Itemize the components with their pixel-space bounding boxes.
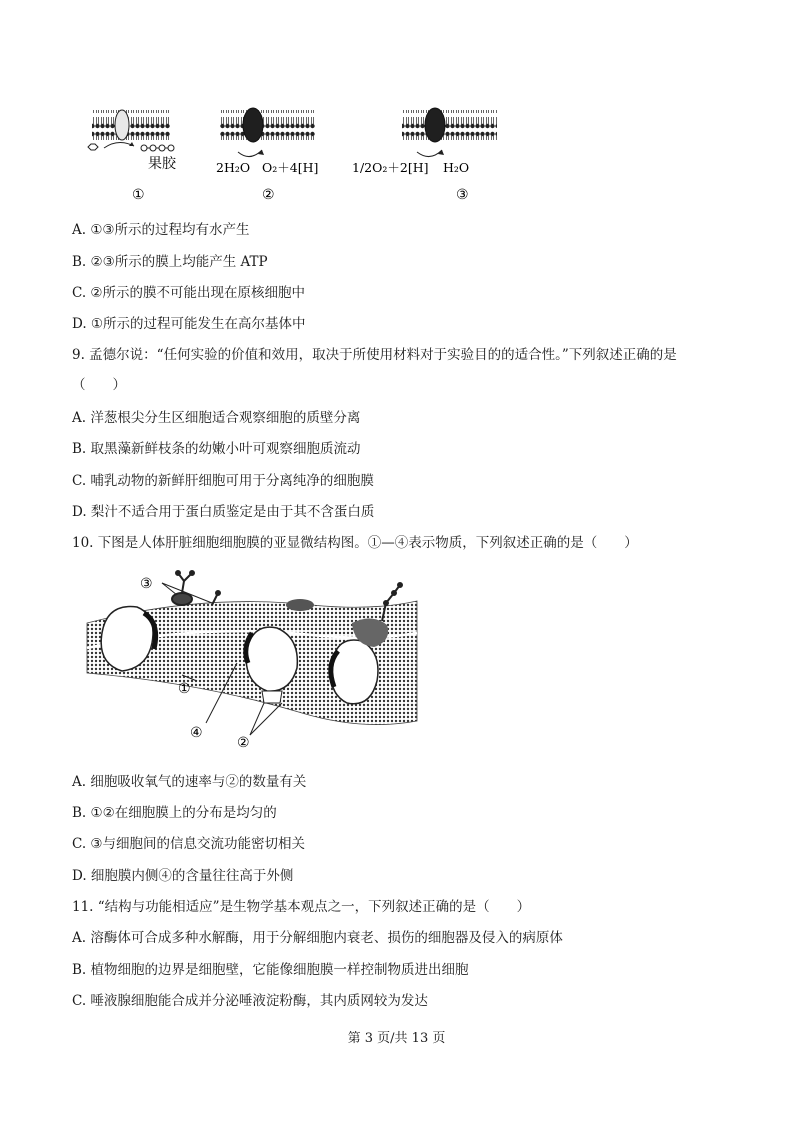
- q10-option-a: A. 细胞吸收氧气的速率与②的数量有关: [72, 774, 307, 790]
- label-1: ①: [178, 681, 191, 697]
- label-4: ④: [190, 725, 203, 741]
- label-eq3-left: 1/2O₂＋2[H]: [352, 160, 429, 175]
- label-eq2-left: 2H₂O: [216, 160, 251, 175]
- q8-option-d: D. ①所示的过程可能发生在高尔基体中: [72, 316, 306, 332]
- figure-number-1: ①: [132, 187, 145, 203]
- cell-membrane-diagram: [82, 563, 422, 758]
- q11-option-b: B. 植物细胞的边界是细胞壁，它能像细胞膜一样控制物质进出细胞: [72, 962, 469, 978]
- figure-number-2: ②: [262, 187, 275, 203]
- membrane-1: [88, 110, 174, 151]
- q11-option-a: A. 溶酶体可合成多种水解酶，用于分解细胞内衰老、损伤的细胞器及侵入的病原体: [72, 930, 563, 946]
- label-eq3-right: H₂O: [443, 160, 470, 175]
- q9-option-a: A. 洋葱根尖分生区细胞适合观察细胞的质壁分离: [72, 410, 361, 426]
- q8-option-b: B. ②③所示的膜上均能产生 ATP: [72, 254, 268, 270]
- page-footer: 第 3 页/共 13 页: [347, 1031, 446, 1046]
- q9-stem: 9. 孟德尔说：“任何实验的价值和效用，取决于所使用材料对于实验目的的适合性。”下列叙述正确的是: [72, 347, 677, 363]
- q8-option-c: C. ②所示的膜不可能出现在原核细胞中: [72, 285, 306, 301]
- q10-stem: 10. 下图是人体肝脏细胞细胞膜的亚显微结构图。①—④表示物质，下列叙述正确的是（ ）: [72, 535, 638, 551]
- q8-option-a: A. ①③所示的过程均有水产生: [72, 222, 250, 238]
- q9-option-d: D. 梨汁不适合用于蛋白质鉴定是由于其不含蛋白质: [72, 504, 375, 520]
- membrane-3: [402, 108, 497, 157]
- channel-protein: [331, 640, 378, 704]
- q11-option-c: C. 唾液腺细胞能合成并分泌唾液淀粉酶，其内质网较为发达: [72, 993, 428, 1009]
- q10-option-d: D. 细胞膜内侧④的含量往往高于外侧: [72, 868, 294, 884]
- q9-option-b: B. 取黑藻新鲜枝条的幼嫩小叶可观察细胞质流动: [72, 441, 361, 457]
- label-3: ③: [140, 576, 153, 592]
- q9-answer-paren: （ ）: [72, 377, 126, 393]
- label-eq2-right: O₂＋4[H]: [262, 160, 319, 175]
- q11-stem: 11. “结构与功能相适应”是生物学基本观点之一，下列叙述正确的是（ ）: [72, 899, 531, 915]
- label-pectin: 果胶: [148, 156, 176, 172]
- membrane-2: [220, 108, 315, 157]
- q9-option-c: C. 哺乳动物的新鲜肝细胞可用于分离纯净的细胞膜: [72, 473, 374, 489]
- q10-option-b: B. ①②在细胞膜上的分布是均匀的: [72, 805, 277, 821]
- label-2: ②: [237, 735, 250, 751]
- membrane-process-figure: [80, 100, 500, 205]
- figure-number-3: ③: [456, 187, 469, 203]
- q10-option-c: C. ③与细胞间的信息交流功能密切相关: [72, 836, 306, 852]
